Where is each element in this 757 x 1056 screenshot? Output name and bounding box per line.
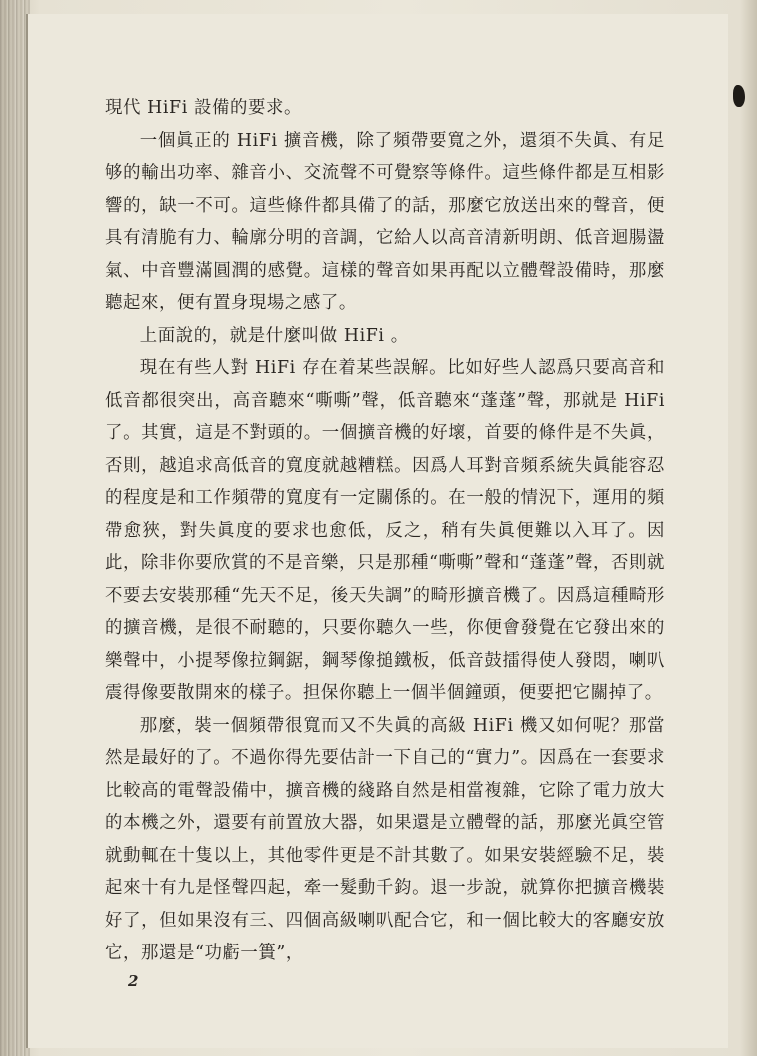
paragraph-1: 現代 HiFi 設備的要求。 xyxy=(105,98,302,118)
paragraph-3: 上面說的，就是什麼叫做 HiFi 。 xyxy=(139,325,409,346)
paragraph-4: 現在有些人對 HiFi 存在着某些誤解。比如好些人認爲只要高音和低音都很突出，高音聽來“嘶嘶”聲，低音聽來“蓬蓬”聲，那就是 HiFi 了。其實，這是不對頭的。一個擴音機的好壞，首要的條件是不失眞，否則，越追求高低音的寬度就越糟糕。因爲人耳對音頻系統失眞能容忍的程度是和工作頻帶的寬度有一定關係的。在一般的情況下，運用的頻帶愈狹，對失眞度的要求也愈低，反之，稍有失眞便難以入耳了。因此，除非你要欣賞的不是音樂，只是那種“嘶嘶”聲和“蓬蓬”聲，否則就不要去安裝那種“先天不足，後天失調”的畸形擴音機了。因爲這種畸形的擴音機，是很不耐聽的，只要你聽久一些，你便會發覺在它發出來的樂聲中，小提琴像拉鋼鋸，鋼琴像搥鐵板，低音鼓擂得使人發悶，喇叭震得像要散開來的樣子。担保你聽上一個半個鐘頭，便要把它關掉了。 xyxy=(105,358,665,703)
paragraph-5: 那麼，裝一個頻帶很寬而又不失眞的高級 HiFi 機又如何呢？那當然是最好的了。不過你得先要估計一下自己的“實力”。因爲在一套要求比較高的電聲設備中，擴音機的綫路自然是相當複雜，它除了電力放大的本機之外，還要有前置放大器，如果還是立體聲的話，那麼光眞空管就動輒在十隻以上，其他零件更是不計其數了。如果安裝經驗不足，裝起來十有九是怪聲四起，牽一髮動千鈞。退一步說，就算你把擴音機裝好了，但如果沒有三、四個高級喇叭配合它，和一個比較大的客廳安放它，那還是“功虧一簣”， xyxy=(105,715,665,963)
page-number: 2 xyxy=(128,972,139,990)
body-text xyxy=(105,92,665,970)
paragraph-2: 一個眞正的 HiFi 擴音機，除了頻帶要寬之外，還須不失眞、有足够的輸出功率、雜音小、交流聲不可覺察等條件。這些條件都是互相影響的，缺一不可。這些條件都具備了的話，那麼它放送出來的聲音，便具有清脆有力、輪廓分明的音調，它給人以高音清新明朗、低音迴腸盪氣、中音豐滿圓潤的感覺。這樣的聲音如果再配以立體聲設備時，那麼聽起來，便有置身現場之感了。 xyxy=(105,130,665,313)
page-hole-mark xyxy=(733,85,745,107)
